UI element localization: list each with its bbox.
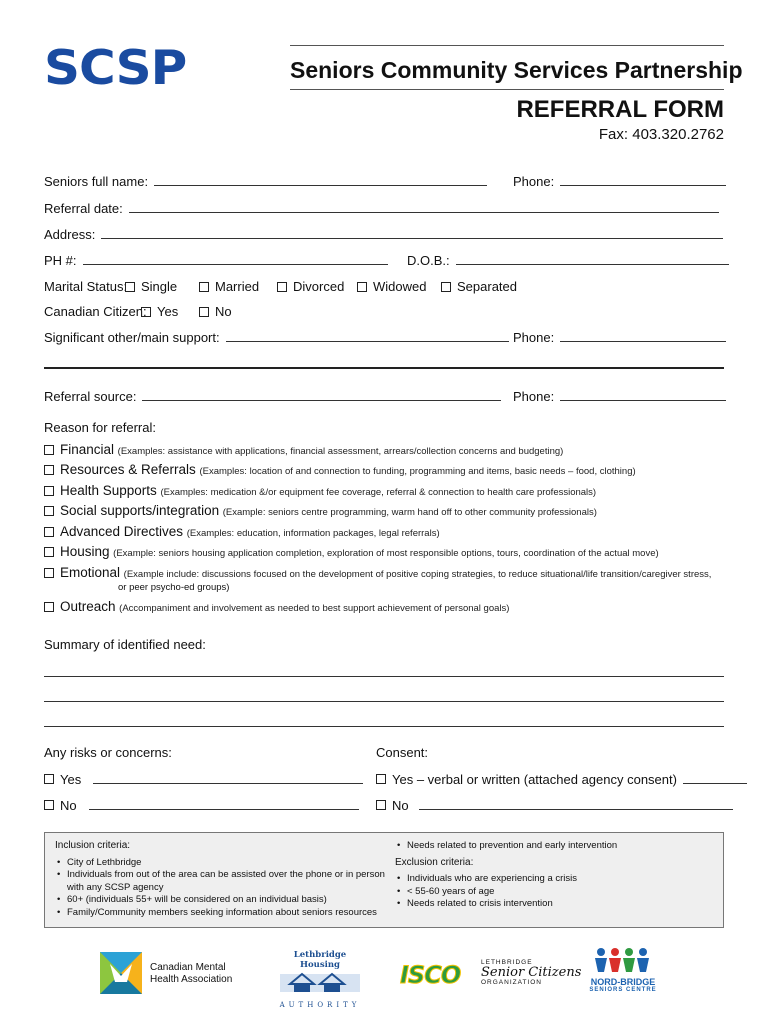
- checkbox-widowed[interactable]: [357, 282, 367, 292]
- checkbox-health[interactable]: [44, 486, 54, 496]
- inclusion-criteria: [55, 840, 395, 919]
- reason-title: Resources & Referrals: [60, 462, 196, 477]
- reason-example: (Examples: location of and connection to funding, programming and items, basic needs – food, clothing): [199, 466, 636, 477]
- phone-field-2[interactable]: [560, 331, 726, 342]
- inclusion-item: • Individuals from out of the area can be assisted over the phone or in person: [55, 869, 395, 882]
- inclusion-item-cont: with any SCSP agency: [67, 881, 164, 893]
- reason-health[interactable]: [44, 483, 734, 501]
- cmha-text: [150, 962, 232, 986]
- consent-no-field[interactable]: [419, 799, 733, 810]
- isco-logo: ISCO: [400, 961, 461, 989]
- reason-emotional-cont: or peer psycho-ed groups): [118, 582, 230, 593]
- phone-row-1: [513, 174, 726, 190]
- checkbox-consent-yes[interactable]: [376, 774, 386, 784]
- consent-yes-label: Yes – verbal or written (attached agency consent): [392, 772, 677, 787]
- fax-number: Fax: 403.320.2762: [598, 126, 724, 143]
- consent-heading: Consent:: [376, 745, 429, 760]
- risks-no-field[interactable]: [89, 799, 359, 810]
- checkbox-emotional[interactable]: [44, 568, 54, 578]
- address-row: [44, 227, 723, 243]
- reason-title: Housing: [60, 544, 110, 559]
- nord-bridge-people-icon: [594, 946, 650, 979]
- citizen-yes-label: Yes: [157, 304, 179, 319]
- risks-yes-row[interactable]: [44, 772, 363, 788]
- cmha-line2: Health Association: [150, 974, 233, 985]
- marital-separated-option[interactable]: [441, 279, 517, 295]
- lsco-line3: ORGANIZATION: [481, 979, 542, 986]
- divorced-label: Divorced: [293, 279, 345, 294]
- referral-source-row: [44, 389, 501, 405]
- referral-source-field[interactable]: [142, 390, 501, 401]
- checkbox-outreach[interactable]: [44, 602, 54, 612]
- checkbox-directives[interactable]: [44, 527, 54, 537]
- reason-title: Health Supports: [60, 483, 157, 498]
- lsco-line2: Senior Citizens: [481, 965, 582, 980]
- exclusion-item: • Needs related to crisis intervention: [395, 898, 715, 911]
- cmha-logo-icon: [100, 952, 142, 999]
- consent-yes-field[interactable]: [683, 773, 747, 784]
- reason-example: (Examples: medication &/or equipment fee coverage, referral & connection to health care professionals): [160, 487, 597, 498]
- exclusion-heading: Exclusion criteria:: [395, 856, 474, 868]
- scsp-logo: SCSP: [44, 40, 187, 96]
- inclusion-heading: Inclusion criteria:: [55, 840, 131, 851]
- reason-heading: Reason for referral:: [44, 420, 156, 435]
- reason-title: Social supports/integration: [60, 503, 220, 518]
- reason-social[interactable]: [44, 503, 734, 521]
- citizen-no-option[interactable]: [199, 304, 232, 320]
- checkbox-citizen-yes[interactable]: [141, 307, 151, 317]
- prevention-item: • Needs related to prevention and early intervention: [395, 840, 715, 853]
- housing-icon: [280, 970, 360, 996]
- marital-status-text: Marital Status:: [44, 279, 128, 294]
- nord-line2: SENIORS CENTRE: [589, 987, 657, 993]
- phone-field-1[interactable]: [560, 175, 726, 186]
- phone-label: Phone:: [513, 174, 555, 189]
- risks-yes-field[interactable]: [93, 773, 363, 784]
- reason-example: (Example include: discussions focused on the development of positive coping strategies, to reduce situational/life transition/caregiver stress,: [123, 569, 712, 580]
- checkbox-financial[interactable]: [44, 445, 54, 455]
- significant-other-label: Significant other/main support:: [44, 330, 220, 345]
- ph-row: [44, 253, 388, 269]
- summary-heading: Summary of identified need:: [44, 637, 206, 652]
- reason-title: Outreach: [60, 599, 116, 614]
- checkbox-resources[interactable]: [44, 465, 54, 475]
- seniors-name-label: Seniors full name:: [44, 174, 149, 189]
- header-rule-top: [290, 45, 724, 46]
- inclusion-item: • 60+ (individuals 55+ will be considered on an individual basis): [55, 894, 395, 907]
- checkbox-citizen-no[interactable]: [199, 307, 209, 317]
- checkbox-consent-no[interactable]: [376, 800, 386, 810]
- lha-line1: Lethbridge Housing: [293, 950, 347, 970]
- consent-yes-row[interactable]: [376, 772, 747, 788]
- citizen-yes-option[interactable]: [141, 304, 178, 320]
- seniors-name-field[interactable]: [154, 175, 487, 186]
- cmha-line1: Canadian Mental: [150, 962, 226, 973]
- nord-bridge-text: [584, 977, 662, 993]
- reason-title: Financial: [60, 442, 115, 457]
- inclusion-item: • Family/Community members seeking information about seniors resources: [55, 907, 395, 920]
- summary-line-1[interactable]: [44, 676, 724, 677]
- section-divider: [44, 367, 724, 369]
- phone-label-2: Phone:: [513, 330, 555, 345]
- reason-example: (Example: seniors housing application completion, exploration of most responsible options, tours, coordination of the actual move): [113, 548, 659, 559]
- marital-single-option[interactable]: [125, 279, 177, 295]
- single-label: Single: [141, 279, 178, 294]
- married-label: Married: [215, 279, 260, 294]
- separated-label: Separated: [457, 279, 517, 294]
- summary-line-2[interactable]: [44, 701, 724, 702]
- reason-financial[interactable]: [44, 442, 734, 460]
- lethbridge-housing-logo: [278, 950, 362, 1009]
- org-name: Seniors Community Services Partnership: [290, 57, 743, 83]
- risks-yes-label: Yes: [60, 772, 82, 787]
- marital-married-option[interactable]: [199, 279, 259, 295]
- significant-other-field[interactable]: [226, 331, 509, 342]
- checkbox-single[interactable]: [125, 282, 135, 292]
- checkbox-risks-yes[interactable]: [44, 774, 54, 784]
- phone-row-3: [513, 389, 726, 405]
- reason-example: (Examples: assistance with applications, financial assessment, arrears/collection concerns and budgeting): [117, 446, 564, 457]
- checkbox-housing[interactable]: [44, 547, 54, 557]
- checkbox-divorced[interactable]: [277, 282, 287, 292]
- reason-outreach[interactable]: [44, 599, 734, 617]
- citizen-text: Canadian Citizen:: [44, 304, 147, 319]
- checkbox-social[interactable]: [44, 506, 54, 516]
- consent-no-label: No: [392, 798, 409, 813]
- exclusion-criteria: [395, 840, 715, 911]
- checkbox-married[interactable]: [199, 282, 209, 292]
- referral-date-field[interactable]: [129, 202, 719, 213]
- dob-field[interactable]: [456, 254, 729, 265]
- dob-row: [407, 253, 729, 269]
- risks-heading: Any risks or concerns:: [44, 745, 172, 760]
- consent-no-row[interactable]: [376, 798, 733, 814]
- phone-row-2: [513, 330, 726, 346]
- nord-line1: NORD-BRIDGE: [590, 977, 656, 987]
- criteria-box: [44, 832, 724, 928]
- phone-field-3[interactable]: [560, 390, 726, 401]
- exclusion-item: • Individuals who are experiencing a crisis: [395, 873, 715, 886]
- checkbox-risks-no[interactable]: [44, 800, 54, 810]
- seniors-name-row: [44, 174, 487, 190]
- summary-line-3[interactable]: [44, 726, 724, 727]
- reason-directives[interactable]: [44, 524, 734, 542]
- marital-status-label: [44, 279, 127, 295]
- referral-source-label: Referral source:: [44, 389, 137, 404]
- ph-label: PH #:: [44, 253, 77, 268]
- reason-example: (Example: seniors centre programming, warm hand off to other community professionals): [222, 507, 597, 518]
- address-field[interactable]: [101, 228, 723, 239]
- reason-example: (Accompaniment and involvement as needed to best support achievement of personal goals): [119, 603, 510, 614]
- risks-no-row[interactable]: [44, 798, 359, 814]
- marital-widowed-option[interactable]: [357, 279, 426, 295]
- reason-title: Emotional: [60, 565, 121, 580]
- header-rule-bottom: [290, 89, 724, 90]
- lha-line2: AUTHORITY: [279, 1001, 361, 1009]
- risks-no-label: No: [60, 798, 77, 813]
- citizen-label: [44, 304, 147, 320]
- lsco-line1: LETHBRIDGE: [481, 959, 533, 966]
- reason-example: (Examples: education, information packages, legal referrals): [186, 528, 440, 539]
- address-label: Address:: [44, 227, 96, 242]
- reason-title: Advanced Directives: [60, 524, 184, 539]
- marital-divorced-option[interactable]: [277, 279, 344, 295]
- inclusion-item: • City of Lethbridge: [55, 857, 395, 870]
- citizen-no-label: No: [215, 304, 232, 319]
- reason-housing[interactable]: [44, 544, 734, 562]
- ph-field[interactable]: [83, 254, 388, 265]
- widowed-label: Widowed: [373, 279, 427, 294]
- exclusion-item: • < 55-60 years of age: [395, 886, 715, 899]
- form-title: REFERRAL FORM: [516, 96, 724, 123]
- phone-label-3: Phone:: [513, 389, 555, 404]
- reason-resources[interactable]: [44, 462, 734, 480]
- referral-date-label: Referral date:: [44, 201, 123, 216]
- dob-label: D.O.B.:: [407, 253, 450, 268]
- significant-other-row: [44, 330, 509, 346]
- checkbox-separated[interactable]: [441, 282, 451, 292]
- lsco-text: [481, 958, 581, 988]
- referral-date-row: [44, 201, 719, 217]
